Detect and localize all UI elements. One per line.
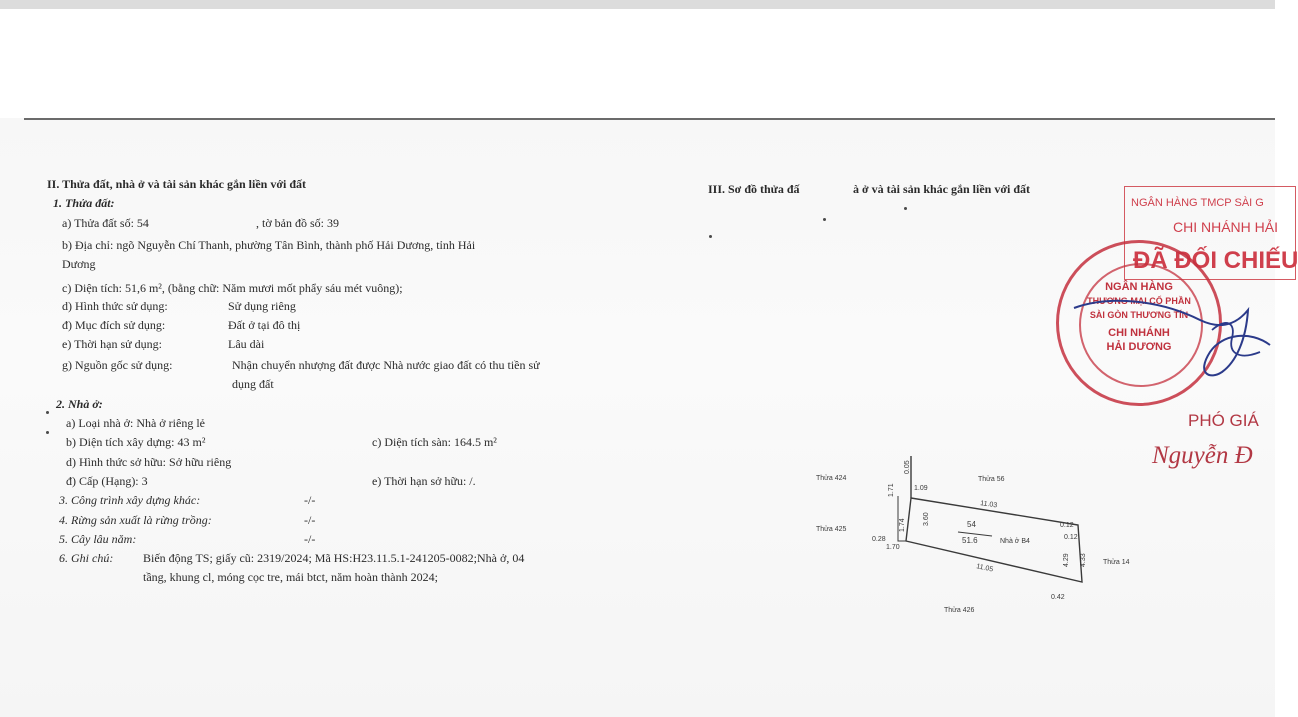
land-origin-value: Nhận chuyển nhượng đất được Nhà nước giao đất có thu tiền sử — [232, 358, 540, 372]
note-value: Biến động TS; giấy cũ: 2319/2024; Mã HS:H23.11.5.1-241205-0082;Nhà ở, 04 — [143, 551, 525, 565]
land-heading: 1. Thửa đất: — [53, 196, 115, 210]
seal-line: SÀI GÒN THƯƠNG TÍN — [1089, 310, 1189, 320]
house-floor-area: c) Diện tích sàn: 164.5 m² — [372, 435, 497, 449]
house-ownership: d) Hình thức sở hữu: Sở hữu riêng — [66, 455, 232, 469]
section-3-heading-part1: III. Sơ đồ thửa đấ — [708, 182, 800, 196]
land-origin-value-cont: dụng đất — [232, 377, 274, 391]
house-build-area: b) Diện tích xây dựng: 43 m² — [66, 435, 206, 449]
land-usage-form-value: Sử dụng riêng — [228, 299, 296, 313]
dim-right-top: 0.12 — [1060, 522, 1074, 529]
signatory-name: Nguyễn Đ — [1152, 442, 1253, 469]
parcel-area: 51.6 — [962, 536, 978, 545]
house-type: a) Loại nhà ở: Nhà ở riêng lẻ — [66, 416, 205, 430]
land-purpose-label: đ) Mục đích sử dụng: — [62, 318, 166, 332]
land-address-cont: Dương — [62, 257, 96, 271]
neighbor-top: Thửa 56 — [978, 476, 1005, 483]
forest-value: -/- — [304, 513, 316, 527]
land-area: c) Diện tích: 51,6 m², (bằng chữ: Năm mươi mốt phẩy sáu mét vuông); — [62, 281, 403, 295]
dim-top-left-small: 0.05 — [904, 460, 911, 474]
land-address: b) Địa chỉ: ngõ Nguyễn Chí Thanh, phường Tân Bình, thành phố Hải Dương, tỉnh Hải — [62, 238, 476, 252]
dim-top-small: 1.09 — [914, 485, 928, 492]
house-ownership-term: e) Thời hạn sở hữu: /. — [372, 474, 476, 488]
forest-label: 4. Rừng sản xuất là rừng trồng: — [59, 513, 212, 527]
stamp-bank-line2: CHI NHÁNH HẢI — [1173, 219, 1279, 235]
house-heading: 2. Nhà ở: — [56, 397, 103, 411]
land-origin-label: g) Nguồn gốc sử dụng: — [62, 358, 173, 372]
stamp-bank-line1: NGÂN HÀNG TMCP SÀI G — [1131, 197, 1264, 209]
dim-left-small: 1.71 — [888, 483, 895, 497]
dim-left: 3.60 — [923, 512, 930, 526]
note-value-cont: tầng, khung cl, móng cọc tre, mái btct, năm hoàn thành 2024; — [143, 570, 438, 584]
section-2-heading: II. Thửa đất, nhà ở và tài sản khác gắn liền với đất — [47, 177, 307, 191]
other-works-value: -/- — [304, 493, 316, 507]
dim-bottom: 11.05 — [975, 563, 994, 574]
dim-right-2: 4.33 — [1080, 553, 1087, 567]
other-works-label: 3. Công trình xây dựng khác: — [59, 493, 201, 507]
seal-line: CHI NHÁNH — [1108, 327, 1170, 339]
section-3-heading-part2: à ở và tài sản khác gắn liền với đất — [853, 182, 1030, 196]
note-label: 6. Ghi chú: — [59, 551, 114, 565]
land-purpose-value: Đất ở tại đô thị — [228, 318, 301, 332]
seal-line: HẢI DƯƠNG — [1106, 341, 1172, 353]
signatory-title: PHÓ GIÁ — [1188, 411, 1259, 430]
signature-stroke — [1074, 301, 1270, 376]
stamp-certified-text: ĐÃ ĐỐI CHIẾU — [1133, 247, 1298, 274]
dim-left-bot: 1.70 — [886, 544, 900, 551]
dim-corner: 0.12 — [1064, 534, 1078, 541]
land-usage-form-label: d) Hình thức sử dụng: — [62, 299, 168, 313]
seal-line: THƯƠNG MẠI CỔ PHẦN — [1087, 296, 1191, 306]
dim-right-1: 4.29 — [1063, 553, 1070, 567]
land-parcel-number: a) Thửa đất số: 54 — [62, 216, 149, 230]
land-term-value: Lâu dài — [228, 337, 265, 351]
dim-left-bot-small: 0.28 — [872, 536, 886, 543]
neighbor-right: Thửa 14 — [1103, 559, 1130, 566]
signature-stroke — [1212, 323, 1260, 356]
dim-right-bottom: 0.42 — [1051, 594, 1065, 601]
perennial-value: -/- — [304, 532, 316, 546]
neighbor-top-left: Thửa 424 — [816, 475, 847, 482]
neighbor-left: Thửa 425 — [816, 526, 847, 533]
dim-top: 11.03 — [979, 500, 998, 510]
house-label: Nhà ở B4 — [1000, 538, 1030, 545]
neighbor-bottom: Thửa 426 — [944, 607, 975, 614]
dim-left-seg: 1.74 — [899, 518, 906, 532]
land-map-sheet: , tờ bản đồ số: 39 — [256, 216, 340, 230]
land-term-label: e) Thời hạn sử dụng: — [62, 337, 162, 351]
seal-line: NGÂN HÀNG — [1105, 281, 1173, 293]
parcel-number: 54 — [967, 520, 976, 529]
perennial-label: 5. Cây lâu năm: — [59, 532, 137, 546]
house-grade: đ) Cấp (Hạng): 3 — [66, 474, 148, 488]
